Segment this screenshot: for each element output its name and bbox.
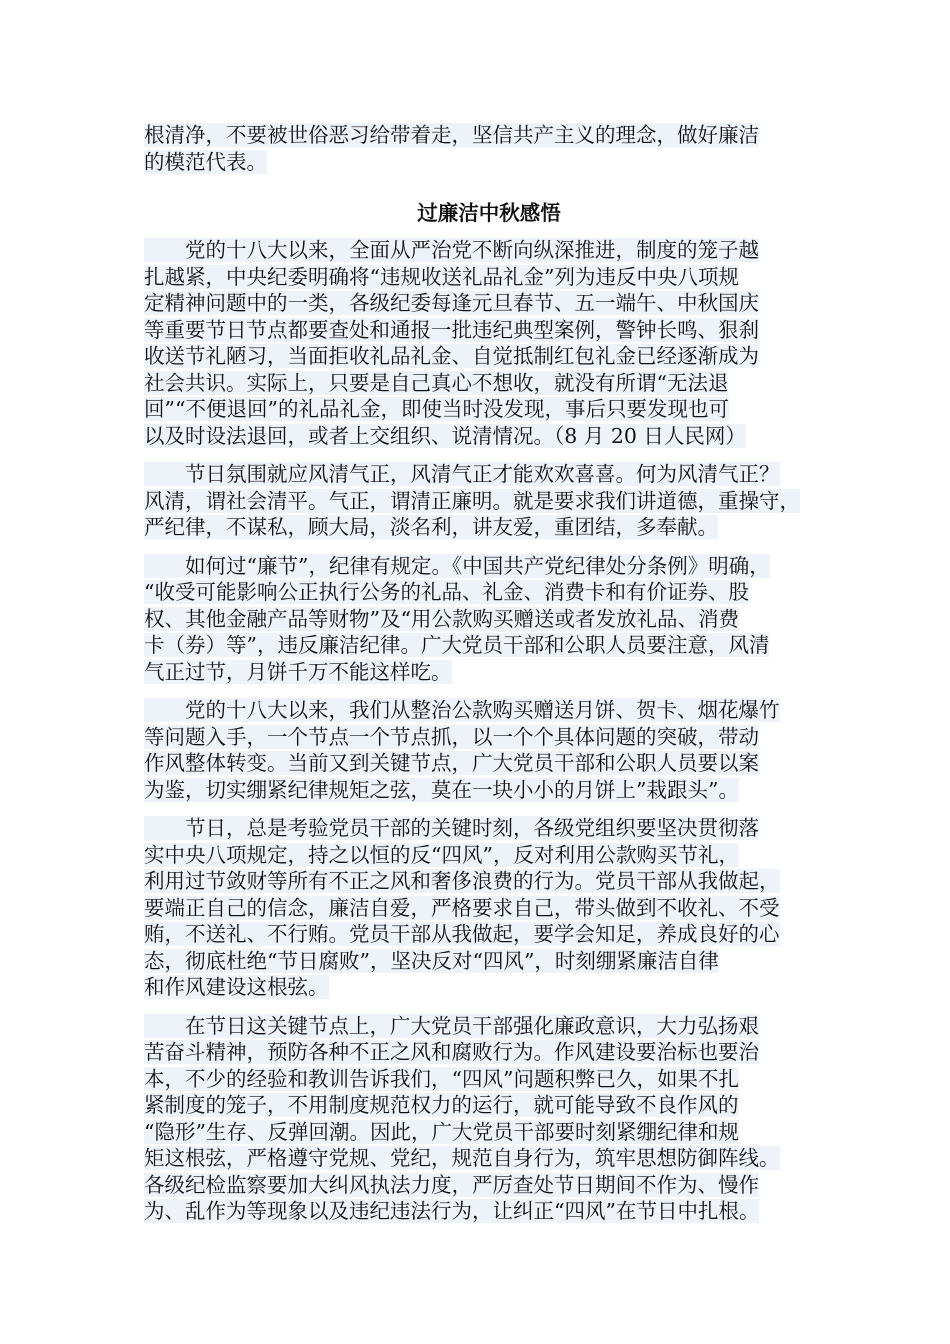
body-paragraph xyxy=(144,815,834,1001)
text-line: 实中央八项规定，持之以恒的反“四风”，反对利用公款购买节礼， xyxy=(144,842,739,867)
intro-paragraph xyxy=(144,122,834,175)
text-line: 要端正自己的信念，廉洁自爱，严格要求自己，带头做到不收礼、不受 xyxy=(144,895,780,920)
text-line: 严纪律，不谋私，顾大局，淡名利，讲友爱，重团结，多奉献。 xyxy=(144,515,718,539)
text-line: 作风整体转变。当前又到关键节点，广大党员干部和公职人员要以案 xyxy=(144,751,759,775)
text-line: 为鉴，切实绷紧纪律规矩之弦，莫在一块小小的月饼上”栽跟头”。 xyxy=(144,777,739,802)
text-line: 本，不少的经验和教训告诉我们，“四风”问题积弊已久，如果不扎 xyxy=(144,1066,739,1091)
text-line: 态，彻底杜绝“节日腐败”，坚决反对“四风”，时刻绷紧廉洁自律 xyxy=(144,948,719,973)
text-line: 党的十八大以来，全面从严治党不断向纵深推进，制度的笼子越 xyxy=(144,238,759,262)
text-line: 和作风建设这根弦。 xyxy=(144,975,329,999)
text-line: 在节日这关键节点上，广大党员干部强化廉政意识，大力弘扬艰 xyxy=(144,1013,759,1038)
text-line: “收受可能影响公正执行公务的礼品、礼金、消费卡和有价证券、股 xyxy=(144,580,749,604)
text-line: 各级纪检监察要加大纠风执法力度，严厉查处节日期间不作为、慢作 xyxy=(144,1172,759,1197)
body-paragraph xyxy=(144,1013,834,1225)
text-line: 扎越紧，中央纪委明确将“违规收送礼品礼金”列为违反中央八项规 xyxy=(144,264,739,289)
body-paragraph xyxy=(144,697,834,803)
text-line: 卡（券）等”，违反廉洁纪律。广大党员干部和公职人员要注意，风清 xyxy=(144,633,770,657)
text-line: 的模范代表。 xyxy=(144,149,267,174)
text-line: 根清净，不要被世俗恶习给带着走，坚信共产主义的理念，做好廉洁 xyxy=(144,123,759,147)
text-line: 苦奋斗精神，预防各种不正之风和腐败行为。作风建设要治标也要治 xyxy=(144,1040,759,1064)
text-line: 等重要节日节点都要查处和通报一批违纪典型案例，警钟长鸣、狠刹 xyxy=(144,317,759,342)
text-line: 利用过节敛财等所有不正之风和奢侈浪费的行为。党员干部从我做起， xyxy=(144,869,780,893)
text-line: 收送节礼陋习，当面拒收礼品礼金、自觉抵制红包礼金已经逐渐成为 xyxy=(144,344,759,368)
text-line: 定精神问题中的一类，各级纪委每逢元旦春节、五一端午、中秋国庆 xyxy=(144,291,759,315)
text-line: 贿，不送礼、不行贿。党员干部从我做起，要学会知足，养成良好的心 xyxy=(144,922,780,946)
document-body xyxy=(144,122,834,1237)
text-line: 社会共识。实际上，只要是自己真心不想收，就没有所谓“无法退 xyxy=(144,370,729,395)
text-line: 如何过“廉节”，纪律有规定。《中国共产党纪律处分条例》明确， xyxy=(144,553,770,578)
text-line: 回”“不便退回”的礼品礼金，即使当时没发现，事后只要发现也可 xyxy=(144,397,729,421)
body-paragraph xyxy=(144,553,834,686)
text-line: “隐形”生存、反弹回潮。因此，广大党员干部要时刻紧绷纪律和规 xyxy=(144,1119,739,1144)
text-line: 权、其他金融产品等财物”及“用公款购买赠送或者发放礼品、消费 xyxy=(144,606,739,631)
text-line: 党的十八大以来，我们从整治公款购买赠送月饼、贺卡、烟花爆竹 xyxy=(144,698,780,722)
text-line: 紧制度的笼子，不用制度规范权力的运行，就可能导致不良作风的 xyxy=(144,1093,739,1117)
document-title: 过廉洁中秋感悟 xyxy=(417,201,561,225)
text-line: 节日，总是考验党员干部的关键时刻，各级党组织要坚决贯彻落 xyxy=(144,816,759,840)
text-line: 为、乱作为等现象以及违纪违法行为，让纠正“四风”在节日中扎根。 xyxy=(144,1199,760,1223)
paragraph-list xyxy=(144,237,834,1225)
text-line: 气正过节，月饼千万不能这样吃。 xyxy=(144,659,452,684)
body-paragraph xyxy=(144,461,834,541)
body-paragraph xyxy=(144,237,834,449)
text-line: 风清，谓社会清平。气正，谓清正廉明。就是要求我们讲道德，重操守， xyxy=(144,488,800,513)
text-line: 节日氛围就应风清气正，风清气正才能欢欢喜喜。何为风清气正？ xyxy=(144,462,780,486)
text-line: 矩这根弦，严格遵守党规、党纪，规范自身行为，筑牢思想防御阵线。 xyxy=(144,1146,780,1170)
text-line: 以及时设法退回，或者上交组织、说清情况。（8 月 20 日人民网） xyxy=(144,423,746,448)
text-line: 等问题入手，一个节点一个节点抓，以一个个具体问题的突破，带动 xyxy=(144,724,759,749)
